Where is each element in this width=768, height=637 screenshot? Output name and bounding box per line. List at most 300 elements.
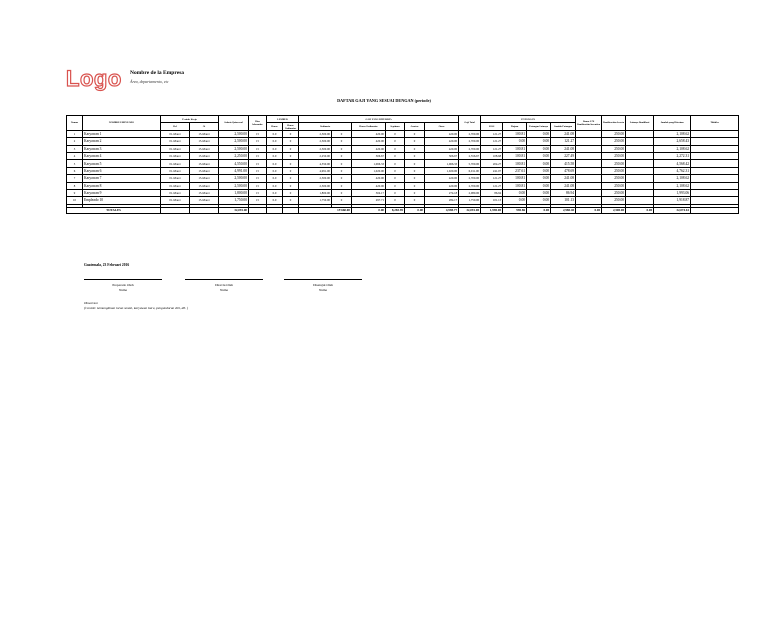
row-jumlah: 2,108.62 <box>654 130 691 137</box>
row-tunjangan: 250.00 <box>602 182 626 189</box>
signature-reviewed <box>185 279 263 292</box>
row-jumlah: 2,108.62 <box>654 145 691 152</box>
table-row <box>67 160 739 167</box>
header-pinjam: Pinjam <box>503 123 527 130</box>
row-del: 01-Maret <box>161 130 190 137</box>
row-del: 01-Maret <box>161 152 190 159</box>
row-horas: 0.0 <box>267 175 283 182</box>
row-al: 15-Maret <box>190 167 219 174</box>
row-salario: 1,800.00 <box>219 189 249 196</box>
totals-row <box>67 207 739 213</box>
row-pinjam: 100.81 <box>503 160 527 167</box>
row-horas-ord: 0 <box>283 182 299 189</box>
row-ordinario: 1,750.00 <box>299 197 332 204</box>
row-potongan-lain: 0.00 <box>527 138 551 145</box>
row-horas-ord: 0 <box>283 167 299 174</box>
row-ordinario: 2,500.00 <box>299 182 332 189</box>
row-potongan-lain: 0.00 <box>527 197 551 204</box>
row-no: 10 <box>67 197 83 204</box>
row-tunjangan: 250.00 <box>602 189 626 196</box>
header-jumlah: Jumlah yang Diterima <box>654 116 691 131</box>
row-tunjangan: 250.00 <box>602 152 626 159</box>
header-tunjangan: Bonificación decreto <box>602 116 626 131</box>
row-gaji-total: 2,700.00 <box>459 130 481 137</box>
row-name: Karyawan 4 <box>83 152 161 159</box>
payroll-rows <box>67 130 739 204</box>
row-jumlah-potongan: 227.49 <box>551 152 576 159</box>
row-bonus <box>576 138 602 145</box>
row-gaji-total: 6,011.00 <box>459 167 481 174</box>
row-horas: 0.0 <box>267 182 283 189</box>
table-row <box>67 167 739 174</box>
row-septimos: 420.00 <box>352 145 386 152</box>
row-horas-ord-2: 0 <box>332 138 352 145</box>
row-name: Empleado 10 <box>83 197 161 204</box>
row-jumlah-potongan: 241.08 <box>551 130 576 137</box>
row-jumlah-potongan: 121.27 <box>551 138 576 145</box>
payroll-table <box>66 115 739 214</box>
header-gaji-total: Gaji Total <box>459 116 481 131</box>
signature-reviewed-name: Nama <box>219 287 229 292</box>
table-row <box>67 175 739 182</box>
row-ordinario: 2,500.00 <box>299 145 332 152</box>
header-lainnya: Lainnya Bonifikasi <box>626 116 654 131</box>
total-horas-ord: 0.00 <box>352 207 386 213</box>
row-dias: 15 <box>249 145 267 152</box>
row-horas-ord-2: 0 <box>332 189 352 196</box>
row-asuetos: 0 <box>386 167 405 174</box>
row-al: 15-Maret <box>190 152 219 159</box>
row-horas-ord: 0 <box>283 145 299 152</box>
row-septimos: 304.17 <box>352 189 386 196</box>
row-otros: 0 <box>405 197 425 204</box>
row-otros-amount: 306.67 <box>425 152 459 159</box>
row-salario: 4,991.00 <box>219 167 249 174</box>
table-row <box>67 189 739 196</box>
row-pinjam: 100.81 <box>503 175 527 182</box>
document-title: DAFTAR GAJI YANG SESUAI DENGAN (periode) <box>337 98 431 103</box>
total-asuetos: 0.00 <box>405 207 425 213</box>
total-otros: 4,998.77 <box>425 207 459 213</box>
row-bonus <box>576 175 602 182</box>
total-salario: 32,091.00 <box>219 207 249 213</box>
row-gaji-total: 2,700.00 <box>459 145 481 152</box>
row-tunjangan: 250.00 <box>602 130 626 137</box>
row-otros-amount: 420.00 <box>425 175 459 182</box>
row-al: 15-Maret <box>190 189 219 196</box>
row-igss: 121.27 <box>481 182 503 189</box>
row-otros-amount: 284.17 <box>425 197 459 204</box>
row-igss: 121.27 <box>481 138 503 145</box>
header-lembur: LEMBUR <box>267 116 299 123</box>
row-igss: 121.27 <box>481 145 503 152</box>
row-al: 15-Maret <box>190 130 219 137</box>
header-horas-ordinarias-2: Horas Ordinarias <box>352 123 386 130</box>
row-ordinario: 1,800.00 <box>299 189 332 196</box>
row-tunjangan: 250.00 <box>602 167 626 174</box>
row-salario: 2,500.00 <box>219 182 249 189</box>
row-ordinario: 2,250.00 <box>299 152 332 159</box>
row-tanda <box>691 152 739 159</box>
total-septimos: 8,283.95 <box>386 207 405 213</box>
row-bonus <box>576 182 602 189</box>
row-tanda <box>691 197 739 204</box>
row-bonus <box>576 145 602 152</box>
row-igss: 121.27 <box>481 130 503 137</box>
row-ordinario: 2,500.00 <box>299 138 332 145</box>
header-bonus: Bonus 3/78 Bonificación Incentivo <box>576 116 602 131</box>
row-gaji-total: 2,700.00 <box>459 182 481 189</box>
table-row <box>67 197 739 204</box>
header-del: Del <box>161 123 190 130</box>
row-septimos: 420.00 <box>352 130 386 137</box>
row-otros-amount: 1,066.33 <box>425 160 459 167</box>
row-dias: 15 <box>249 175 267 182</box>
header-nombre: NOMBRE EMPLEADO <box>83 116 161 131</box>
row-horas-ord: 0 <box>283 138 299 145</box>
row-jumlah: 4,568.42 <box>654 160 691 167</box>
header-dias: Días laborados <box>249 116 267 131</box>
row-salario: 2,500.00 <box>219 145 249 152</box>
row-lainnya <box>626 138 654 145</box>
row-septimos: 306.67 <box>352 152 386 159</box>
row-septimos: 420.00 <box>352 175 386 182</box>
total-ordinario: 15'660.00 <box>299 207 352 213</box>
row-otros: 0 <box>405 182 425 189</box>
row-potongan-lain: 0.00 <box>527 189 551 196</box>
signature-prepared-title: Preparado Oleh <box>112 283 134 287</box>
row-otros-amount: 420.00 <box>425 145 459 152</box>
row-horas: 0.0 <box>267 167 283 174</box>
header-septimos: Septimos <box>386 123 405 130</box>
header-nomor: Nomor <box>67 116 83 131</box>
row-otros-amount: 420.00 <box>425 138 459 145</box>
row-potongan-lain: 0.00 <box>527 152 551 159</box>
row-asuetos: 0 <box>386 189 405 196</box>
row-tanda <box>691 145 739 152</box>
row-salario: 2,250.00 <box>219 152 249 159</box>
row-horas-ord-2: 0 <box>332 167 352 174</box>
row-septimos: 420.00 <box>352 182 386 189</box>
row-septimos: 1,066.33 <box>352 160 386 167</box>
row-septimos: 1,020.00 <box>352 167 386 174</box>
row-igss: 108.68 <box>481 152 503 159</box>
row-tunjangan: 250.00 <box>602 175 626 182</box>
row-del: 01-Maret <box>161 160 190 167</box>
row-del: 01-Maret <box>161 167 190 174</box>
row-salario: 4,550.00 <box>219 160 249 167</box>
row-asuetos: 0 <box>386 138 405 145</box>
row-jumlah: 2,108.62 <box>654 175 691 182</box>
row-jumlah-potongan: 101.13 <box>551 197 576 204</box>
row-bonus <box>576 167 602 174</box>
row-dias: 15 <box>249 160 267 167</box>
row-al: 15-Maret <box>190 138 219 145</box>
row-bonus <box>576 197 602 204</box>
signature-reviewed-title: Direviu Oleh <box>215 283 233 287</box>
signature-approved-title: Disetujui Oleh <box>313 283 333 287</box>
row-pinjam: 237.61 <box>503 167 527 174</box>
row-asuetos: 0 <box>386 130 405 137</box>
row-horas: 0.0 <box>267 138 283 145</box>
row-tanda <box>691 182 739 189</box>
row-lainnya <box>626 197 654 204</box>
row-horas-ord: 0 <box>283 160 299 167</box>
row-name: Karyawan 5 <box>83 160 161 167</box>
table-row <box>67 182 739 189</box>
row-septimos: 420.00 <box>352 138 386 145</box>
table-row <box>67 130 739 137</box>
header-salario: Salario Quincenal <box>219 116 249 131</box>
row-lainnya <box>626 175 654 182</box>
row-lainnya <box>626 160 654 167</box>
row-horas-ord-2: 0 <box>332 182 352 189</box>
row-jumlah-potongan: 86.94 <box>551 189 576 196</box>
row-al: 15-Maret <box>190 160 219 167</box>
row-igss: 204.27 <box>481 160 503 167</box>
row-horas: 0.0 <box>267 197 283 204</box>
row-lainnya <box>626 145 654 152</box>
row-del: 01-Maret <box>161 182 190 189</box>
row-no: 3 <box>67 145 83 152</box>
header-gaji-diterima: GAJI YANG DITERIMA <box>299 116 459 123</box>
row-igss: 101.13 <box>481 197 503 204</box>
observations-title: Observasi <box>84 301 98 305</box>
row-name: Karyawan 7 <box>83 175 161 182</box>
row-asuetos: 0 <box>386 182 405 189</box>
row-igss: 86.94 <box>481 189 503 196</box>
header-tanda: Tiltitiles <box>691 116 739 131</box>
row-name: Karyawan 9 <box>83 189 161 196</box>
row-tanda <box>691 167 739 174</box>
row-ordinario: 4,991.00 <box>299 167 332 174</box>
row-salario: 2,500.00 <box>219 138 249 145</box>
row-potongan-lain: 0.00 <box>527 160 551 167</box>
row-no: 6 <box>67 167 83 174</box>
row-jumlah: 2,658.43 <box>654 138 691 145</box>
row-asuetos: 0 <box>386 145 405 152</box>
date-line: Guatemala, 23 Februari 2016 <box>84 263 130 267</box>
total-igss: 1,990.00 <box>481 207 503 213</box>
row-asuetos: 0 <box>386 197 405 204</box>
row-no: 2 <box>67 138 83 145</box>
row-asuetos: 0 <box>386 160 405 167</box>
row-del: 01-Maret <box>161 197 190 204</box>
row-horas: 0.0 <box>267 189 283 196</box>
row-dias: 15 <box>249 152 267 159</box>
total-lainnya: 0.00 <box>626 207 654 213</box>
row-tunjangan: 250.00 <box>602 145 626 152</box>
row-horas: 0.0 <box>267 145 283 152</box>
header-jumlah-potongan: Jumlah Potongan <box>551 123 576 130</box>
row-del: 01-Maret <box>161 138 190 145</box>
header-periodo: Periode Kerja <box>161 116 219 123</box>
company-logo: Logo <box>66 66 122 91</box>
total-pinjam: 990.86 <box>503 207 527 213</box>
row-no: 9 <box>67 189 83 196</box>
signature-prepared-name: Nama <box>118 287 128 292</box>
row-igss: 121.27 <box>481 175 503 182</box>
row-dias: 15 <box>249 138 267 145</box>
row-salario: 2,500.00 <box>219 175 249 182</box>
row-name: Karyawan 3 <box>83 145 161 152</box>
row-ordinario: 4,550.00 <box>299 160 332 167</box>
row-gaji-total: 2,556.67 <box>459 152 481 159</box>
row-jumlah-potongan: 415.58 <box>551 160 576 167</box>
row-no: 7 <box>67 175 83 182</box>
row-ordinario: 2,500.00 <box>299 175 332 182</box>
row-pinjam: 0.00 <box>503 197 527 204</box>
total-potongan-lain: 0.00 <box>527 207 551 213</box>
row-tunjangan: 250.00 <box>602 160 626 167</box>
company-name: Nombre de la Empresa <box>130 70 185 76</box>
row-jumlah-potongan: 241.08 <box>551 182 576 189</box>
row-salario: 1,750.00 <box>219 197 249 204</box>
total-jumlah: 32,074.61 <box>654 207 691 213</box>
header-horas-ordinarias: Horas Ordinarias <box>283 123 299 130</box>
row-pinjam: 100.81 <box>503 182 527 189</box>
row-otros-amount: 420.00 <box>425 130 459 137</box>
row-gaji-total: 2,700.00 <box>459 175 481 182</box>
row-jumlah: 1,918.87 <box>654 197 691 204</box>
row-tanda <box>691 130 739 137</box>
table-row <box>67 145 739 152</box>
row-asuetos: 0 <box>386 175 405 182</box>
row-otros: 0 <box>405 189 425 196</box>
row-otros-amount: 420.00 <box>425 182 459 189</box>
signature-prepared <box>84 279 162 292</box>
row-potongan-lain: 0.00 <box>527 130 551 137</box>
row-horas-ord-2: 0 <box>332 197 352 204</box>
row-del: 01-Maret <box>161 175 190 182</box>
table-row <box>67 138 739 145</box>
row-otros: 0 <box>405 130 425 137</box>
observations-text: (Contoh: kemungkinan iuran sosial, karyawan baru, pengunduran diri, dll. ) <box>84 306 189 310</box>
row-otros: 0 <box>405 160 425 167</box>
row-horas-ord: 0 <box>283 175 299 182</box>
row-horas: 0.0 <box>267 152 283 159</box>
row-otros-amount: 274.18 <box>425 189 459 196</box>
row-pinjam: 100.81 <box>503 145 527 152</box>
row-salario: 2,500.00 <box>219 130 249 137</box>
total-tunjangan: 2,500.00 <box>602 207 626 213</box>
row-otros: 0 <box>405 145 425 152</box>
row-dias: 15 <box>249 182 267 189</box>
row-otros: 0 <box>405 152 425 159</box>
total-gaji-total: 32,091.00 <box>459 207 481 213</box>
row-horas: 0.0 <box>267 160 283 167</box>
row-horas-ord-2: 0 <box>332 160 352 167</box>
header-otros: Otros <box>425 123 459 130</box>
row-no: 5 <box>67 160 83 167</box>
row-al: 15-Maret <box>190 182 219 189</box>
row-potongan-lain: 0.00 <box>527 145 551 152</box>
row-lainnya <box>626 189 654 196</box>
row-tunjangan: 250.00 <box>602 197 626 204</box>
company-department: Área, departamento, etc <box>130 79 169 84</box>
header-horas: Horas <box>267 123 283 130</box>
row-horas-ord: 0 <box>283 152 299 159</box>
row-name: Karyawan 1 <box>83 130 161 137</box>
row-ordinario: 2,500.00 <box>299 130 332 137</box>
row-lainnya <box>626 182 654 189</box>
row-otros: 0 <box>405 175 425 182</box>
row-bonus <box>576 130 602 137</box>
row-lainnya <box>626 130 654 137</box>
row-septimos: 297.71 <box>352 197 386 204</box>
row-al: 15-Maret <box>190 197 219 204</box>
row-pinjam: 0.00 <box>503 189 527 196</box>
row-dias: 15 <box>249 167 267 174</box>
row-tanda <box>691 138 739 145</box>
row-jumlah-potongan: 478.69 <box>551 167 576 174</box>
totals-label: TOTALES <box>67 207 161 213</box>
row-no: 4 <box>67 152 83 159</box>
row-lainnya <box>626 152 654 159</box>
row-tanda <box>691 189 739 196</box>
row-potongan-lain: 0.00 <box>527 167 551 174</box>
row-jumlah: 2,272.31 <box>654 152 691 159</box>
row-no: 1 <box>67 130 83 137</box>
row-potongan-lain: 0.00 <box>527 182 551 189</box>
row-otros: 0 <box>405 167 425 174</box>
row-asuetos: 0 <box>386 152 405 159</box>
total-jumlah-potongan: 2,980.40 <box>551 207 576 213</box>
row-name: Karyawan 6 <box>83 167 161 174</box>
header-igss: IGSS <box>481 123 503 130</box>
row-horas-ord: 0 <box>283 130 299 137</box>
row-jumlah-potongan: 241.08 <box>551 145 576 152</box>
row-tanda <box>691 160 739 167</box>
row-horas-ord-2: 0 <box>332 145 352 152</box>
row-dias: 15 <box>249 189 267 196</box>
row-pinjam: 0.00 <box>503 138 527 145</box>
row-del: 01-Maret <box>161 189 190 196</box>
row-jumlah: 2,108.62 <box>654 182 691 189</box>
header-asuetos: Asuetos <box>405 123 425 130</box>
row-del: 01-Maret <box>161 145 190 152</box>
row-otros-amount: 1,020.00 <box>425 167 459 174</box>
row-tunjangan: 250.00 <box>602 138 626 145</box>
header-potongan-lain: Potongan Lainnya <box>527 123 551 130</box>
row-pinjam: 100.81 <box>503 152 527 159</box>
signature-approved <box>284 279 362 292</box>
row-gaji-total: 2,700.00 <box>459 138 481 145</box>
row-name: Karyawan 8 <box>83 182 161 189</box>
row-no: 8 <box>67 182 83 189</box>
header-ordinario: Ordinario <box>299 123 352 130</box>
row-horas-ord-2: 0 <box>332 152 352 159</box>
row-al: 15-Maret <box>190 175 219 182</box>
row-otros: 0 <box>405 138 425 145</box>
row-jumlah: 4,762.31 <box>654 167 691 174</box>
signature-approved-name: Nama <box>318 287 328 292</box>
row-bonus <box>576 152 602 159</box>
header-potongan: POTONGAN <box>481 116 576 123</box>
table-row <box>67 152 739 159</box>
row-dias: 15 <box>249 130 267 137</box>
row-pinjam: 100.81 <box>503 130 527 137</box>
row-horas-ord: 0 <box>283 189 299 196</box>
row-lainnya <box>626 167 654 174</box>
row-horas-ord-2: 0 <box>332 175 352 182</box>
row-jumlah: 1,993.06 <box>654 189 691 196</box>
header-al: Al <box>190 123 219 130</box>
row-dias: 15 <box>249 197 267 204</box>
row-potongan-lain: 0.00 <box>527 175 551 182</box>
row-name: Karyawan 2 <box>83 138 161 145</box>
row-horas-ord: 0 <box>283 197 299 204</box>
